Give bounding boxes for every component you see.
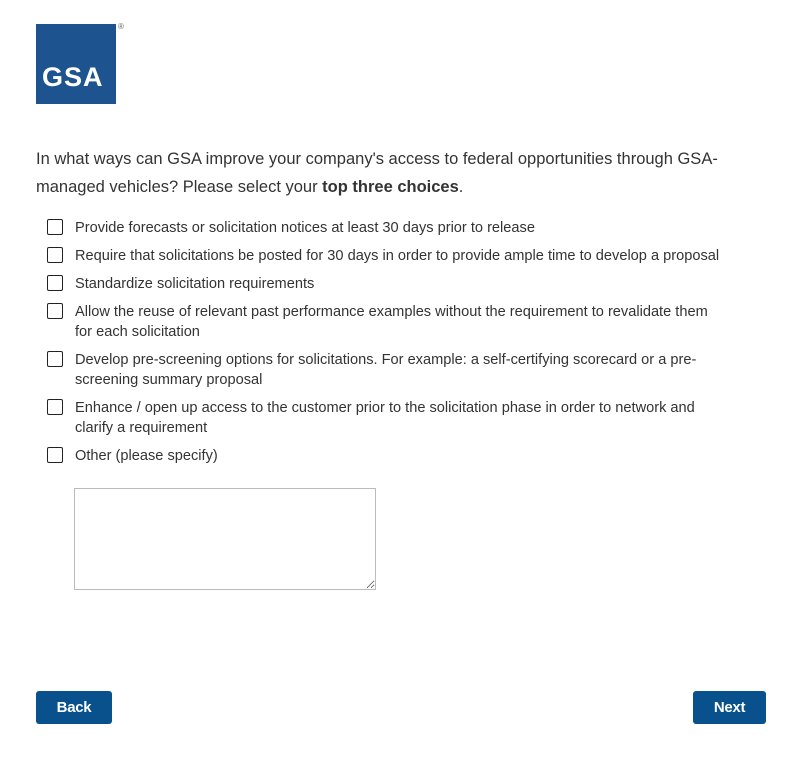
- option-customer-access[interactable]: [46, 398, 726, 438]
- option-label: Enhance / open up access to the customer prior to the solicitation phase in order to network and clarify a requirement: [75, 400, 695, 436]
- checkbox[interactable]: [47, 303, 63, 319]
- checkbox[interactable]: [47, 275, 63, 291]
- option-label: Allow the reuse of relevant past performance examples without the requirement to revalidate them for each solicitation: [75, 304, 708, 340]
- question-emphasis: top three choices: [322, 178, 459, 196]
- checkbox[interactable]: [47, 219, 63, 235]
- option-standardize[interactable]: [46, 274, 726, 294]
- option-label: Provide forecasts or solicitation notices at least 30 days prior to release: [75, 220, 535, 236]
- question-end: .: [458, 178, 464, 196]
- gsa-logo: [36, 24, 116, 104]
- option-label: Require that solicitations be posted for 30 days in order to provide ample time to develop a proposal: [75, 248, 720, 264]
- logo-text: GSA: [42, 62, 104, 92]
- question-main: In what ways can GSA improve your company's access to federal opportunities through GSA-managed vehicles? Please select your: [36, 150, 718, 196]
- checkbox[interactable]: [47, 247, 63, 263]
- option-forecasts[interactable]: [46, 218, 726, 238]
- option-label: Standardize solicitation requirements: [75, 276, 315, 292]
- options-list: [46, 218, 726, 474]
- other-specify-input[interactable]: [74, 488, 376, 590]
- option-posted-30-days[interactable]: [46, 246, 726, 266]
- checkbox[interactable]: [47, 351, 63, 367]
- option-past-performance[interactable]: [46, 302, 726, 342]
- back-button[interactable]: Back: [36, 691, 112, 724]
- option-pre-screening[interactable]: [46, 350, 726, 390]
- option-label: Other (please specify): [75, 448, 218, 464]
- option-other[interactable]: [46, 446, 726, 466]
- checkbox[interactable]: [47, 447, 63, 463]
- checkbox[interactable]: [47, 399, 63, 415]
- next-button[interactable]: Next: [693, 691, 766, 724]
- registered-mark: ®: [118, 22, 124, 31]
- question-text: [36, 145, 766, 201]
- option-label: Develop pre-screening options for solicitations. For example: a self-certifying scorecard or a pre-screening summary proposal: [75, 352, 697, 388]
